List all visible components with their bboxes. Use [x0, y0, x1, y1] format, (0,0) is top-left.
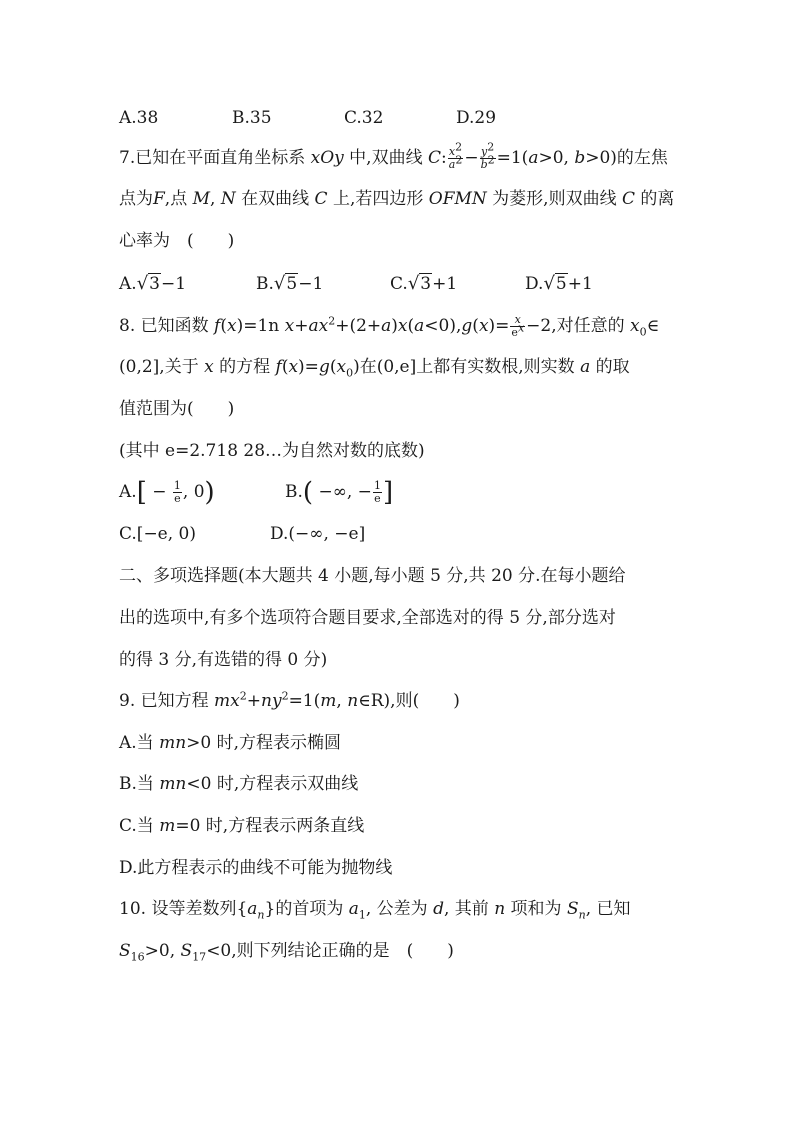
- fraction-x2-a2: $\frac{x^2}{a^2}$: [448, 140, 463, 171]
- q9-option-b: B.当 mn<0 时,方程表示双曲线: [119, 774, 359, 794]
- q6-option-c: C.32: [344, 108, 384, 128]
- q8-line-1: 8. 已知函数 f(x)=1n $x+ax^2+(2+a)x(a<0),g(x)=$ $\frac{x}{e^x}$ −2,对任意的 $x_0\in$: [119, 313, 660, 339]
- section2-heading-line-1: 二、多项选择题(本大题共 4 小题,每小题 5 分,共 20 分.在每小题给: [119, 566, 626, 586]
- section2-heading-line-2: 出的选项中,有多个选项符合题目要求,全部选对的得 5 分,部分选对: [119, 608, 616, 628]
- section2-heading-line-3: 的得 3 分,有选错的得 0 分): [119, 650, 328, 670]
- q8-option-d: D.(−∞, −e]: [270, 524, 366, 544]
- q7-option-b: B.√5−1: [256, 273, 324, 294]
- q7-option-a: A.√3−1: [119, 273, 187, 294]
- fraction-1-over-e: $\frac{1}{e}$: [173, 479, 181, 505]
- q6-option-d: D.29: [456, 108, 497, 128]
- q8-line-2: (0,2],关于 x 的方程 $f(x)=g(x_0)$在(0,e]上都有实数根,则实数 a 的取: [119, 357, 630, 380]
- q8-option-b: B.( −∞, − $\frac{1}{e}$ ]: [285, 477, 394, 508]
- sqrt-symbol: √5: [273, 273, 298, 294]
- fraction-y2-b2: $\frac{y^2}{b^2}$: [480, 140, 495, 171]
- q9-option-a: A.当 mn>0 时,方程表示椭圆: [119, 733, 342, 753]
- q6-option-a: A.38: [119, 108, 159, 128]
- q9-stem: 9. 已知方程 $mx^2+ny^2=1(m$, n∈R),则( ): [119, 689, 460, 711]
- q7-line-3: 心率为 ( ): [119, 231, 235, 251]
- q9-option-c: C.当 m=0 时,方程表示两条直线: [119, 816, 365, 836]
- q7-option-c: C.√3+1: [390, 273, 458, 294]
- question-number: 7.: [119, 148, 136, 168]
- q7-line-1: 7.已知在平面直角坐标系 xOy 中,双曲线 C: $\frac{x^2}{a^2}$ − $\frac{y^2}{b^2}$ =1(a>0, b>0)的左焦: [119, 140, 668, 171]
- sqrt-symbol: √5: [543, 273, 567, 294]
- q8-option-a: A.[ − $\frac{1}{e}$ , 0): [119, 477, 215, 508]
- fraction-1-over-e: $\frac{1}{e}$: [373, 479, 381, 505]
- q8-option-c: C.[−e, 0): [119, 524, 196, 544]
- q10-line-2: $S_{16}>0$, $S_{17}<0$,则下列结论正确的是 ( ): [119, 941, 454, 964]
- q9-option-d: D.此方程表示的曲线不可能为抛物线: [119, 858, 393, 878]
- sqrt-symbol: √3: [136, 273, 160, 294]
- q8-line-3: 值范围为( ): [119, 399, 235, 419]
- q6-option-b: B.35: [232, 108, 272, 128]
- fraction-x-over-ex: $\frac{x}{e^x}$: [511, 313, 525, 339]
- q10-line-1: 10. 设等差数列$\{a_n\}$的首项为 $a_1$, 公差为 d, 其前 n 项和为 $S_n$, 已知: [119, 899, 631, 922]
- q7-option-d: D.√5+1: [525, 273, 593, 294]
- sqrt-symbol: √3: [407, 273, 432, 294]
- q7-line-2: 点为F,点 M, N 在双曲线 C 上,若四边形 OFMN 为菱形,则双曲线 C 的离: [119, 189, 675, 209]
- question-number: 8.: [119, 316, 136, 336]
- q8-line-4: (其中 e=2.718 28…为自然对数的底数): [119, 441, 425, 461]
